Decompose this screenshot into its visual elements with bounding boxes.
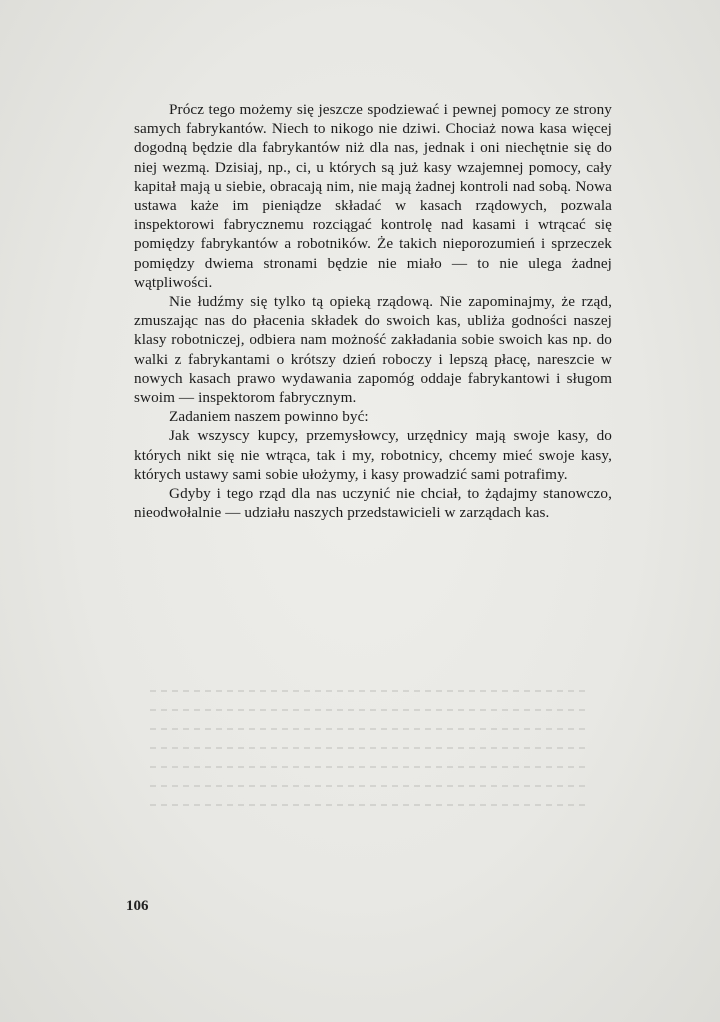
page-number: 106 xyxy=(126,898,149,914)
paragraph-2: Nie łudźmy się tylko tą opieką rządową. Nie zapominajmy, że rząd, zmuszając nas do płacenia składek do swoich kas, ubliża godności naszej klasy robotniczej, odbiera nam możność zakładania sobie swoich kas np. do walki z fabrykantami o krótszy dzień roboczy i lepszą płacę, nareszcie w nowych kasach prawo wydawania zapomóg oddaje fabrykantowi i sługom swoim — inspektorom fabrycznym. xyxy=(134,293,612,407)
paragraph-1: Prócz tego możemy się jeszcze spodziewać i pewnej pomocy ze strony samych fabrykantów. Niech to nikogo nie dziwi. Chociaż nowa kasa więcej dogodną będzie dla fabrykantów niż dla nas, jednak i oni niechętnie się do niej wezmą. Dzisiaj, np., ci, u których są już kasy wzajemnej pomocy, cały kapitał mają u siebie, obracają nim, nie mają żadnej kontroli nad sobą. Nowa ustawa każe im pieniądze składać w kasach rządowych, pozwala inspektorowi fabrycznemu rozciągać kontrolę nad kasami i wtrącać się pomiędzy fabrykantów a robotników. Że takich nieporozumień i sprzeczek pomiędzy dwiema stronami będzie nie miało — to nie ulega żadnej wątpliwości. xyxy=(134,101,612,291)
body-text xyxy=(134,100,612,522)
paragraph-5: Gdyby i tego rząd dla nas uczynić nie chciał, to żądajmy stanowczo, nieodwołalnie — udziału naszych przedstawicieli w zarządach kas. xyxy=(134,485,612,522)
show-through-texture xyxy=(150,690,590,840)
paragraph-4: Jak wszyscy kupcy, przemysłowcy, urzędnicy mają swoje kasy, do których nikt się nie wtrąca, tak i my, robotnicy, chcemy mieć swoje kasy, których ustawy sami sobie ułożymy, i kasy prowadzić sami potrafimy. xyxy=(134,427,612,483)
paragraph-3: Zadaniem naszem powinno być: xyxy=(169,408,369,426)
